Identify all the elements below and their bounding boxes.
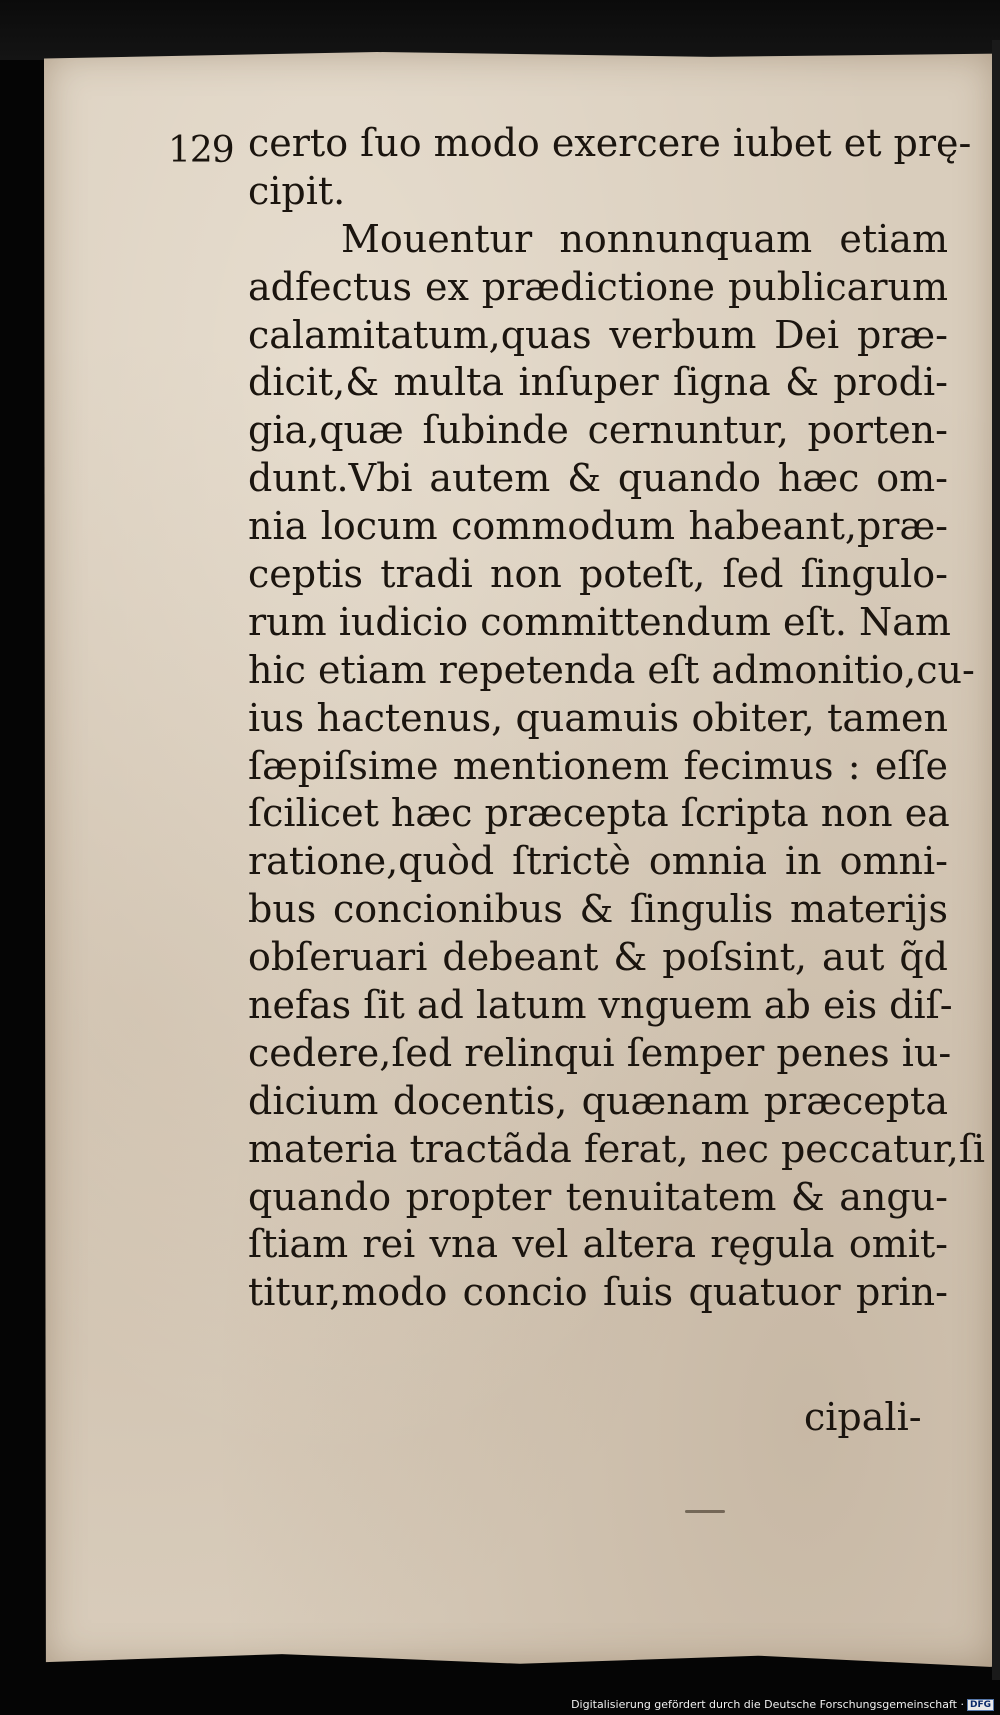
text-line: nefas ſit ad latum vnguem ab eis diſ‑ bbox=[248, 983, 953, 1028]
credit-text: Digitalisierung gefördert durch die Deutsche Forschungsgemeinschaft · bbox=[571, 1698, 964, 1711]
dfg-logo: DFG bbox=[967, 1699, 994, 1711]
text-line: bus concionibus & ſingulis materijs bbox=[248, 887, 948, 932]
body-text bbox=[248, 120, 986, 1317]
text-line: certo ſuo modo exercere iubet et prę‑ bbox=[248, 121, 972, 165]
text-line: ratione,quòd ſtrictè omnia in omni‑ bbox=[248, 839, 948, 884]
text-line: calamitatum,quas verbum Dei præ‑ bbox=[248, 312, 948, 357]
text-line: ceptis tradi non poteſt, ſed ſingulo‑ bbox=[248, 552, 948, 597]
page-number: 129 bbox=[168, 130, 234, 171]
text-line: ſtiam rei vna vel altera ręgula omit‑ bbox=[248, 1222, 948, 1267]
text-line: nia locum commodum habeant,præ‑ bbox=[248, 504, 948, 549]
digitization-credit bbox=[571, 1698, 994, 1711]
text-line: dicium docentis, quænam præcepta bbox=[248, 1078, 948, 1123]
text-line: Mouentur nonnunquam etiam bbox=[341, 216, 948, 261]
text-line: dunt.Vbi autem & quando hæc om‑ bbox=[248, 456, 948, 501]
text-line: rum iudicio committendum eſt. Nam bbox=[248, 599, 951, 644]
text-line: ius hactenus, quamuis obiter, tamen bbox=[248, 695, 948, 740]
text-line: materia tractãda ferat, nec peccatur,ſi bbox=[248, 1126, 986, 1171]
text-line: cipit. bbox=[248, 168, 346, 213]
ink-mark bbox=[685, 1510, 725, 1513]
text-line: quando propter tenuitatem & angu‑ bbox=[248, 1174, 948, 1219]
catchword: cipali‑ bbox=[804, 1395, 922, 1439]
text-line: hic etiam repetenda eſt admonitio,cu‑ bbox=[248, 647, 975, 692]
text-line: ſcilicet hæc præcepta ſcripta non ea bbox=[248, 791, 950, 836]
text-line: ſæpiſsime mentionem fecimus : eſſe bbox=[248, 743, 948, 788]
text-line: titur,modo concio ſuis quatuor prin‑ bbox=[248, 1270, 948, 1315]
scanner-background bbox=[0, 0, 1000, 60]
text-line: dicit,& multa inſuper ſigna & prodi‑ bbox=[248, 360, 948, 405]
text-line: adfectus ex prædictione publicarum bbox=[248, 264, 948, 309]
text-line: obſeruari debeant & poſsint, aut q̃d bbox=[248, 935, 948, 980]
book-edge bbox=[992, 40, 1000, 1680]
text-line: cedere,ſed relinqui ſemper penes iu‑ bbox=[248, 1030, 952, 1075]
text-line: gia,quæ ſubinde cernuntur, porten‑ bbox=[248, 408, 948, 453]
